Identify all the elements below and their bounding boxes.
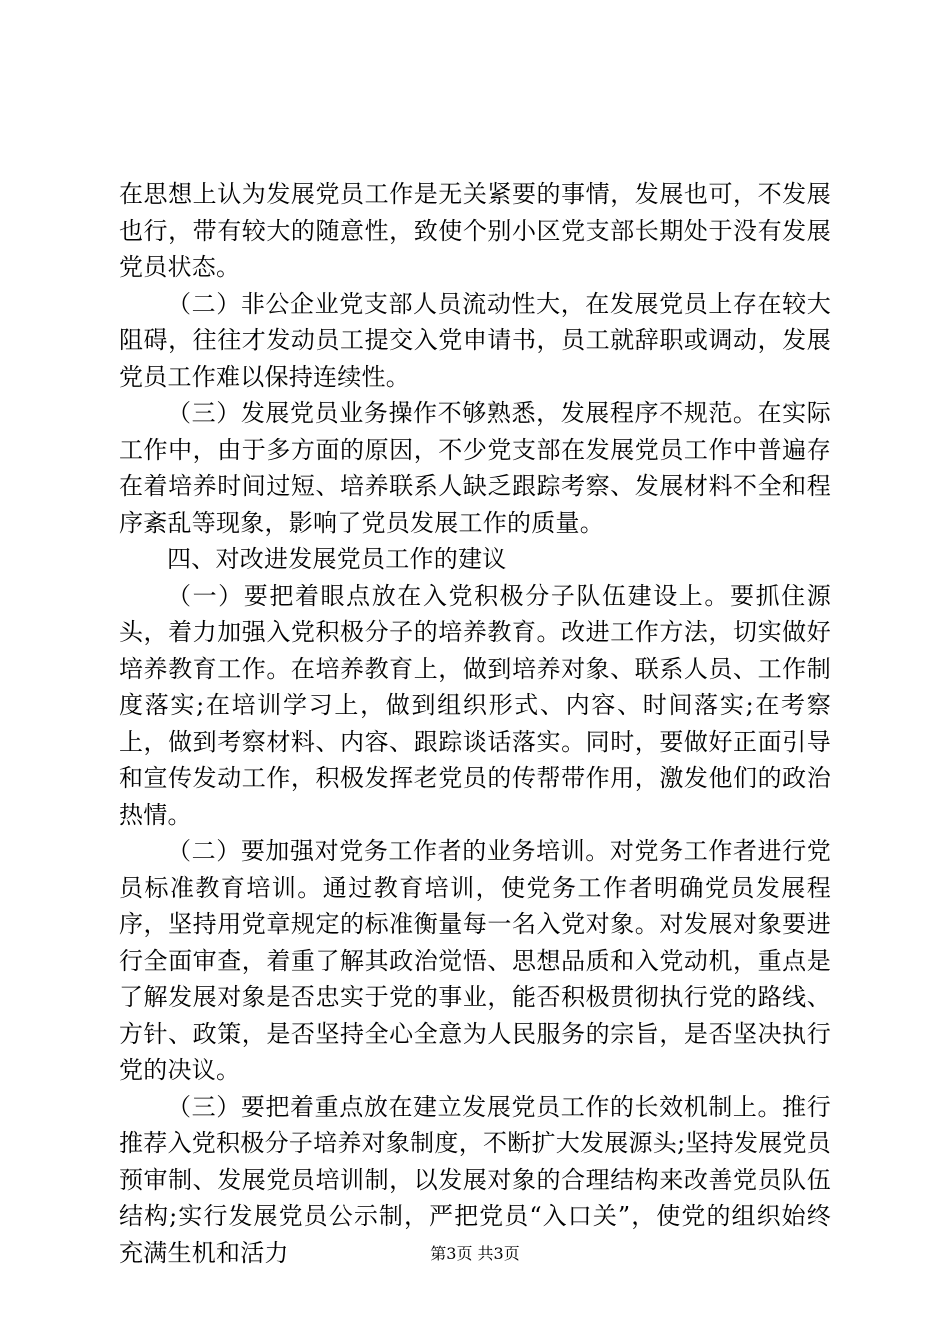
paragraph-7: （三）要把着重点放在建立发展党员工作的长效机制上。推行推荐入党积极分子培养对象制度，不断扩大发展源头;坚持发展党员预审制、发展党员培训制，以发展对象的合理结构来改善党员队伍结构;实行发展党员公示制，严把党员“入口关”，使党的组织始终充满生机和活力: [119, 1092, 831, 1267]
paragraph-5: （一）要把着眼点放在入党积极分子队伍建设上。要抓住源头，着力加强入党积极分子的培养教育。改进工作方法，切实做好培养教育工作。在培养教育上，做到培养对象、联系人员、工作制度落实;在培训学习上，做到组织形式、内容、时间落实;在考察上，做到考察材料、内容、跟踪谈话落实。同时，要做好正面引导和宣传发动工作，积极发挥老党员的传帮带作用，激发他们的政治热情。: [119, 581, 831, 829]
paragraph-3: （三）发展党员业务操作不够熟悉，发展程序不规范。在实际工作中，由于多方面的原因，不少党支部在发展党员工作中普遍存在着培养时间过短、培养联系人缺乏跟踪考察、发展材料不全和程序紊乱等现象，影响了党员发展工作的质量。: [119, 399, 831, 537]
paragraph-6: （二）要加强对党务工作者的业务培训。对党务工作者进行党员标准教育培训。通过教育培训，使党务工作者明确党员发展程序，坚持用党章规定的标准衡量每一名入党对象。对发展对象要进行全面审查，着重了解其政治觉悟、思想品质和入党动机，重点是了解发展对象是否忠实于党的事业，能否积极贯彻执行党的路线、方针、政策，是否坚持全心全意为人民服务的宗旨，是否坚决执行党的决议。: [119, 837, 831, 1084]
section-heading-4: 四、对改进发展党员工作的建议: [167, 545, 507, 573]
paragraph-2: （二）非公企业党支部人员流动性大，在发展党员上存在较大阻碍，往往才发动员工提交入党申请书，员工就辞职或调动，发展党员工作难以保持连续性。: [119, 289, 831, 391]
body-text: [119, 176, 831, 1271]
page-footer: 第3页 共3页: [430, 1244, 520, 1263]
paragraph-1: 在思想上认为发展党员工作是无关紧要的事情，发展也可，不发展也行，带有较大的随意性，致使个别小区党支部长期处于没有发展党员状态。: [119, 180, 831, 281]
